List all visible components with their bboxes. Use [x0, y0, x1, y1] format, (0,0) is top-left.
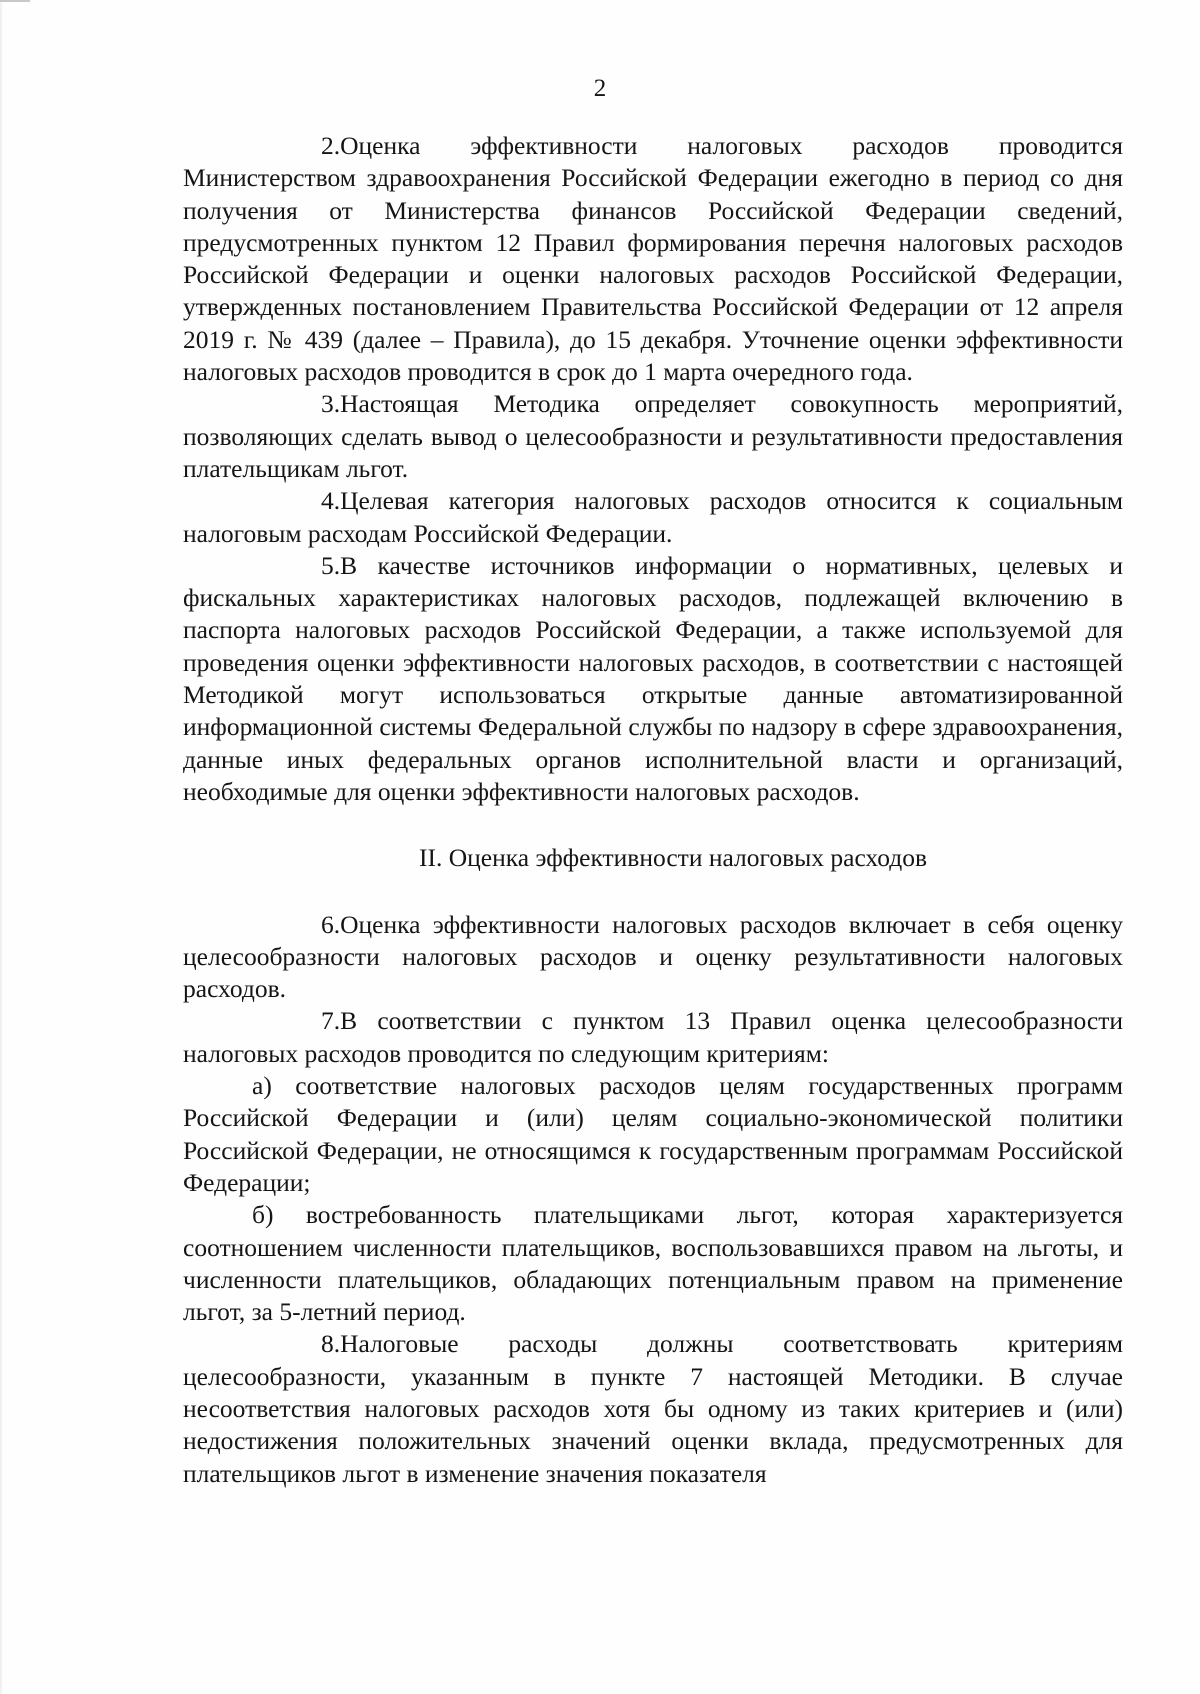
- paragraph-text: В качестве источников информации о нормативных, целевых и фискальных характеристиках налоговых расходов, подлежащей включению в паспорта налоговых расходов Российской Федерации, а также используемой для проведения оценки эффективности налоговых расходов, в соответствии с настоящей Методикой могут использоваться открытые данные автоматизированной информационной системы Федеральной службы по надзору в сфере здравоохранения, данные иных федеральных органов исполнительной власти и организаций, необходимые для оценки эффективности налоговых расходов.: [183, 550, 1123, 806]
- subparagraph-7a: а) соответствие налоговых расходов целям государственных программ Российской Федерации и (или) целям социально-экономической политики Российской Федерации, не относящимся к государственным программам Российской Федерации;: [183, 1071, 1123, 1197]
- paragraph-text: Настоящая Методика определяет совокупность мероприятий, позволяющих сделать вывод о целесообразности и результативности предоставления плательщикам льгот.: [183, 389, 1123, 483]
- paragraph-text: В соответствии с пунктом 13 Правил оценка целесообразности налоговых расходов проводится по следующим критериям:: [183, 1006, 1123, 1068]
- paragraph-6: [183, 909, 1123, 1006]
- paragraph-number: 3.: [321, 389, 341, 419]
- paragraph-3: [183, 388, 1123, 485]
- paragraph-2: [183, 130, 1123, 388]
- paragraph-7: [183, 1005, 1123, 1070]
- scan-edge-shadow: [0, 0, 3, 1694]
- paragraph-text: Оценка эффективности налоговых расходов включает в себя оценку целесообразности налоговых расходов и оценку результативности налоговых расходов.: [183, 909, 1123, 1004]
- paragraph-8: [183, 1328, 1123, 1489]
- paragraph-number: 8.: [321, 1329, 341, 1359]
- paragraph-number: 6.: [321, 909, 341, 939]
- scan-corner-mark: [0, 0, 30, 2]
- paragraph-number: 4.: [321, 486, 341, 516]
- page-number: 2: [593, 75, 607, 102]
- subparagraph-7b: б) востребованность плательщиками льгот, которая характеризуется соотношением численности плательщиков, воспользовавшихся правом на льготы, и численности плательщиков, обладающих потенциальным правом на применение льгот, за 5-летний период.: [183, 1200, 1123, 1327]
- paragraph-4: [183, 485, 1123, 550]
- paragraph-text: Налоговые расходы должны соответствовать критериям целесообразности, указанным в пункте 7 настоящей Методики. В случае несоответствия налоговых расходов хотя бы одному из таких критериев и (или) недостижения положительных значений оценки вклада, предусмотренных для плательщиков льгот в изменение значения показателя: [183, 1329, 1123, 1488]
- paragraph-number: 2.: [321, 131, 341, 160]
- paragraph-number: 7.: [321, 1006, 341, 1036]
- section-heading: II. Оценка эффективности налоговых расходов: [418, 843, 927, 873]
- paragraph-number: 5.: [321, 550, 341, 580]
- paragraph-5: [183, 550, 1123, 808]
- document-body: [183, 130, 1123, 1490]
- paragraph-text: Целевая категория налоговых расходов относится к социальным налоговым расходам Российской Федерации.: [183, 486, 1123, 548]
- paragraph-text: Оценка эффективности налоговых расходов проводится Министерством здравоохранения Российской Федерации ежегодно в период со дня получения от Министерства финансов Российской Федерации сведений, предусмотренных пунктом 12 Правил формирования перечня налоговых расходов Российской Федерации и оценки налоговых расходов Российской Федерации, утвержденных постановлением Правительства Российской Федерации от 12 апреля 2019 г. № 439 (далее – Правила), до 15 декабря. Уточнение оценки эффективности налоговых расходов проводится в срок до 1 марта очередного года.: [183, 131, 1123, 387]
